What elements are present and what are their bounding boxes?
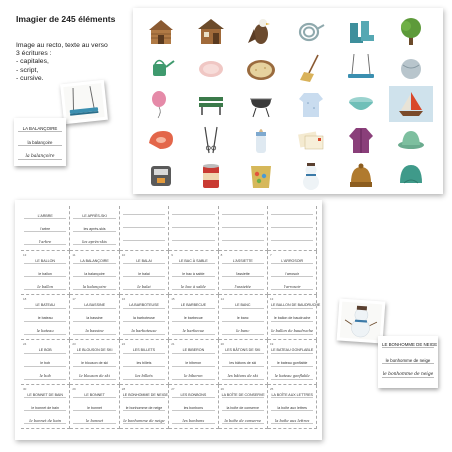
capitals-text: LE BIBERON	[172, 348, 214, 353]
card-number: 27	[171, 386, 175, 391]
cursive-text: l'arbre	[24, 240, 66, 245]
swing-icon	[346, 53, 376, 83]
capitals-text: LE BALLON	[24, 259, 66, 264]
card-number: 13	[270, 297, 274, 302]
script-text: le bonhomme de neige	[123, 406, 165, 411]
script-text: les après-skis	[73, 227, 115, 232]
image-cell	[189, 50, 233, 86]
cursive-text: l'arrosoir	[271, 285, 313, 290]
cursive-text: la boîte de conserve	[222, 419, 264, 424]
text-card-cell	[70, 385, 119, 430]
cursive-text: le ballon	[24, 285, 66, 290]
cursive-text: la balançoire	[18, 154, 62, 160]
script-text: le bateau	[24, 316, 66, 321]
cursive-text: le bonnet de bain	[24, 419, 66, 424]
script-text: la barboteuse	[123, 316, 165, 321]
text-card-cell	[70, 206, 119, 251]
cursive-text: le bac à sable	[172, 285, 214, 290]
plate-icon	[196, 53, 226, 83]
cursive-text: la balançoire	[73, 285, 115, 290]
snowman-icon	[340, 302, 382, 341]
image-cell	[239, 158, 283, 194]
balloon-icon	[146, 89, 176, 119]
bowl-icon	[346, 89, 376, 119]
rain-boots-icon	[346, 17, 376, 47]
image-sheet	[133, 8, 443, 194]
cursive-text: le balai	[123, 285, 165, 290]
capitals-text: LES BÂTONS DE SKI	[222, 348, 264, 353]
script-text: l'assiette	[222, 272, 264, 277]
card-number: 9	[171, 252, 173, 257]
script-text: les bâtons de ski	[222, 361, 264, 366]
card-number: 20	[220, 342, 224, 347]
script-text: le banc	[222, 316, 264, 321]
text-card-cell	[120, 340, 169, 385]
script-text: le ballon de baudruche	[271, 316, 313, 321]
capitals-text: L'ARROSOIR	[271, 259, 313, 264]
text-card-cell	[219, 206, 268, 251]
capitals-text: LE BANC	[222, 303, 264, 308]
capitals-text: LA BASSINE	[73, 303, 115, 308]
cursive-text: les bâtons de ski	[222, 374, 264, 379]
script-text: le biberon	[172, 361, 214, 366]
image-cell	[189, 122, 233, 158]
image-cell	[289, 158, 333, 194]
card-number: 19	[270, 342, 274, 347]
script-text: l'arrosoir	[271, 272, 313, 277]
text-card-cell	[268, 251, 317, 296]
script-text	[271, 227, 313, 228]
cursive-text: le banc	[222, 329, 264, 334]
image-cell	[239, 50, 283, 86]
cursive-text	[123, 240, 165, 241]
capitals-text: L'ARBRE	[24, 214, 66, 219]
tin-can-icon	[196, 161, 226, 191]
capitals-text: LE BONNET	[73, 393, 115, 398]
image-cell	[339, 122, 383, 158]
text-card-cell	[169, 206, 218, 251]
script-text: le bonnet	[73, 406, 115, 411]
jacket-icon	[346, 125, 376, 155]
text-card-cell	[268, 206, 317, 251]
capitals-text: LE BLOUSON DE SKI	[73, 348, 115, 353]
script-text: la balançoire	[18, 140, 62, 146]
script-text: le bonhomme de neige	[382, 358, 434, 364]
script-text	[222, 227, 264, 228]
script-text: le ballon	[24, 272, 66, 277]
cursive-text: les bonbons	[172, 419, 214, 424]
barbecue-icon	[246, 89, 276, 119]
capitals-text: LES BONBONS	[172, 393, 214, 398]
image-cell	[239, 14, 283, 50]
card-number: 14	[220, 297, 224, 302]
card-number: 16	[121, 297, 126, 302]
script-text: le bac à sable	[172, 272, 214, 277]
script-text: la boîte de conserve	[222, 406, 264, 411]
description-line: - capitales,	[16, 58, 49, 66]
capitals-text: LA BOÎTE DE CONSERVE	[221, 392, 265, 397]
text-card-cell	[219, 340, 268, 385]
image-cell-highlighted	[389, 86, 433, 122]
script-text: le bonnet de bain	[24, 406, 66, 411]
image-cell	[139, 158, 183, 194]
hat-icon	[396, 125, 426, 155]
text-card-cell	[120, 295, 169, 340]
text-card-cell	[169, 385, 218, 430]
description-line: 3 écritures :	[16, 50, 52, 58]
description-line: Image au recto, texte au verso	[16, 42, 108, 49]
sample-text-card-snowman	[378, 336, 438, 388]
script-text: la bassine	[73, 316, 115, 321]
text-card-cell	[70, 340, 119, 385]
card-number: 29	[72, 386, 76, 391]
image-cell	[239, 86, 283, 122]
wool-hat-icon	[346, 161, 376, 191]
card-number: 18	[23, 297, 27, 302]
image-cell	[189, 14, 233, 50]
wooden-hut-icon	[196, 17, 226, 47]
cursive-text	[222, 240, 264, 241]
capitals-text: LE BAC À SABLE	[172, 259, 214, 264]
text-card-cell	[268, 340, 317, 385]
image-cell	[289, 122, 333, 158]
script-text: le blouson de ski	[73, 361, 115, 366]
candy-bag-icon	[246, 161, 276, 191]
cursive-text: la boîte aux lettres	[271, 419, 313, 424]
ski-poles-icon	[196, 125, 226, 155]
cursive-text: le bonnet	[73, 419, 115, 424]
text-card-cell	[21, 340, 70, 385]
baby-bottle-icon	[246, 125, 276, 155]
broom-icon	[296, 53, 326, 83]
cap-icon	[396, 161, 426, 191]
image-cell	[339, 86, 383, 122]
text-card-cell	[120, 385, 169, 430]
cursive-text: le blouson de ski	[73, 374, 115, 379]
cursive-text: les après-skis	[73, 240, 115, 245]
hose-icon	[296, 17, 326, 47]
card-number: 24	[23, 342, 27, 347]
capitals-text	[271, 214, 313, 215]
card-number: 21	[171, 342, 175, 347]
script-text: le barbecue	[172, 316, 214, 321]
sandbox-icon	[246, 53, 276, 83]
cursive-text: la barboteuse	[123, 329, 165, 334]
cursive-text: le barbecue	[172, 329, 214, 334]
watering-can-icon	[146, 53, 176, 83]
text-card-cell	[169, 295, 218, 340]
text-card-cell	[70, 295, 119, 340]
capitals-text: LE APRÈS-SKI	[73, 214, 115, 219]
log-cabin-icon	[146, 17, 176, 47]
card-number: 11	[72, 252, 76, 257]
card-number: 23	[72, 342, 76, 347]
capitals-text: L'ASSIETTE	[222, 259, 264, 264]
capitals-text: LE BALLON DE BAUDRUCHE	[271, 303, 321, 308]
script-text	[123, 227, 165, 228]
script-text: le balai	[123, 272, 165, 277]
capitals-text	[123, 214, 165, 215]
script-text	[172, 227, 214, 228]
sample-image-card-swing	[60, 80, 108, 124]
text-card-cell	[70, 251, 119, 296]
image-cell	[289, 14, 333, 50]
text-card-cell	[120, 206, 169, 251]
tree-icon	[396, 17, 426, 47]
script-text: le bob	[24, 361, 66, 366]
swing-icon	[63, 83, 104, 121]
image-cell	[139, 86, 183, 122]
capitals-text: LA BALANÇOIRE	[18, 126, 62, 132]
image-cell	[139, 122, 183, 158]
capitals-text: LE BARBECUE	[172, 303, 214, 308]
sailboat-icon	[396, 89, 426, 119]
script-text: les billets	[123, 361, 165, 366]
card-number: 13	[23, 252, 27, 257]
intro-block	[16, 14, 134, 83]
scale-icon	[146, 161, 176, 191]
cursive-text: le ballon de baudruche	[271, 329, 314, 334]
card-number: 17	[72, 297, 76, 302]
image-cell	[189, 158, 233, 194]
script-text: la boîte aux lettres	[271, 406, 313, 411]
card-number: 22	[121, 342, 126, 347]
cursive-text: le biberon	[172, 374, 214, 379]
float-ring-icon	[146, 125, 176, 155]
cursive-text: l'assiette	[222, 285, 264, 290]
postcards-icon	[296, 125, 326, 155]
image-cell	[139, 50, 183, 86]
card-number: 30	[23, 386, 27, 391]
image-cell	[339, 158, 383, 194]
card-number: 10	[121, 252, 126, 257]
capitals-text: LA BALANÇOIRE	[73, 259, 115, 264]
cursive-text	[271, 240, 313, 241]
cursive-text	[172, 240, 214, 241]
capitals-text: LE BONNET DE BAIN	[24, 393, 66, 398]
image-cell	[139, 14, 183, 50]
image-cell	[289, 50, 333, 86]
text-card-cell	[21, 295, 70, 340]
snowman-icon	[296, 161, 326, 191]
cursive-text: le bonhomme de neige	[123, 418, 165, 423]
capitals-text: LES BILLETS	[123, 348, 165, 353]
image-cell	[389, 50, 433, 86]
capitals-text: LA BOÎTE AUX LETTRES	[271, 392, 313, 397]
script-text: l'arbre	[24, 227, 66, 232]
cursive-text: le bateau	[24, 329, 66, 334]
image-cell	[339, 14, 383, 50]
script-text: les bonbons	[172, 406, 214, 411]
text-sheet	[15, 200, 322, 440]
cursive-text: le bonhomme de neige	[382, 372, 434, 377]
image-cell	[389, 14, 433, 50]
script-text: la balançoire	[73, 272, 115, 277]
description-line: - script,	[16, 66, 39, 74]
text-card-cell	[21, 206, 70, 251]
capitals-text: LA BARBOTEUSE	[123, 303, 165, 308]
capitals-text: LE BONHOMME DE NEIGE	[122, 392, 168, 397]
cursive-text: les billets	[123, 374, 165, 379]
card-number: 25	[270, 386, 274, 391]
capitals-text: LE BALAI	[123, 259, 165, 264]
image-cell	[339, 50, 383, 86]
capitals-text: LE BATEAU	[24, 303, 66, 308]
capitals-text	[222, 214, 264, 215]
description	[16, 42, 134, 83]
text-card-cell	[21, 251, 70, 296]
text-card-cell	[21, 385, 70, 430]
text-card-cell	[169, 251, 218, 296]
capitals-text	[172, 214, 214, 215]
image-cell	[239, 122, 283, 158]
description-line: - cursive.	[16, 74, 44, 82]
text-card-cell	[219, 251, 268, 296]
capitals-text: LE BONHOMME DE NEIGE	[382, 342, 438, 347]
text-card-cell	[268, 295, 321, 340]
card-number: 28	[121, 386, 126, 391]
image-cell	[389, 158, 433, 194]
cursive-text: le bateau gonflable	[271, 374, 313, 379]
card-number: 15	[171, 297, 175, 302]
capitals-text: LE BATEAU GONFLABLE	[271, 348, 314, 353]
text-card-cell	[169, 340, 218, 385]
capitals-text: LE BOB	[24, 348, 66, 353]
sample-text-card-swing	[14, 118, 66, 166]
page-title: Imagier de 245 éléments	[16, 14, 116, 24]
cursive-text: le bob	[24, 374, 66, 379]
card-number: 8	[220, 252, 223, 257]
eagle-icon	[246, 17, 276, 47]
image-cell	[289, 86, 333, 122]
baby-clothes-icon	[296, 89, 326, 119]
text-card-cell	[219, 295, 268, 340]
text-card-cell	[219, 385, 268, 430]
card-number: 7	[270, 252, 272, 257]
cursive-text: la bassine	[73, 329, 115, 334]
bench-icon	[196, 89, 226, 119]
image-cell	[389, 122, 433, 158]
image-cell	[189, 86, 233, 122]
text-card-cell	[120, 251, 169, 296]
text-card-cell	[268, 385, 317, 430]
ball-icon	[396, 53, 426, 83]
card-number: 26	[220, 386, 224, 391]
script-text: le bateau gonflable	[271, 361, 313, 366]
